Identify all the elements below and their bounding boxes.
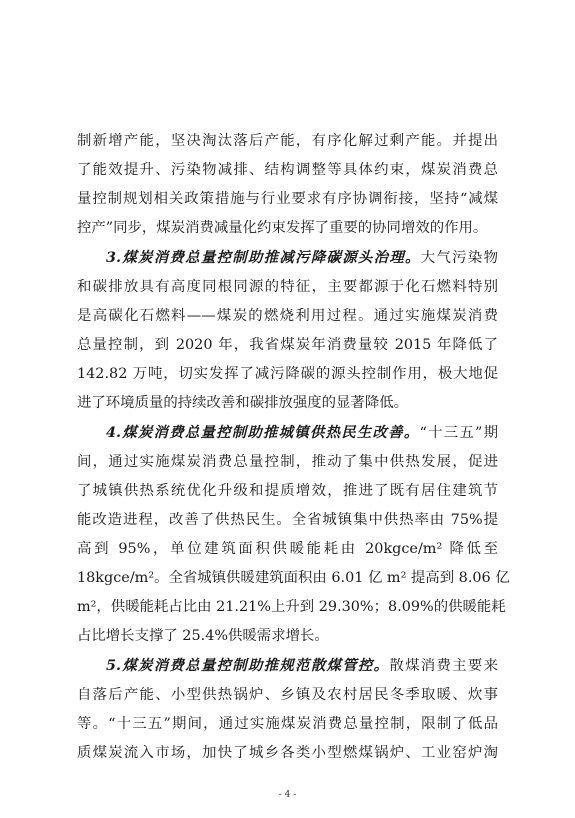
paragraph-1-line-4: 控产”同步，煤炭消费减量化约束发挥了重要的协同增效的作用。: [77, 220, 488, 236]
page-number: - 4 -: [278, 790, 297, 800]
paragraph-4-first-line-text: 散煤消费主要来: [389, 658, 498, 674]
section-4-heading: 4.煤炭消费总量控制助推城镇供热民生改善。: [106, 424, 420, 441]
paragraph-2-line-3: 是高碳化石燃料——煤炭的燃烧利用过程。通过实施煤炭消费: [77, 308, 498, 324]
paragraph-2-first-line: [77, 248, 498, 268]
paragraph-3-first-line-text: “十三五”期: [419, 425, 498, 441]
paragraph-4-line-2: 自落后产能、小型供热锅炉、乡镇及农村居民冬季取暖、炊事: [77, 687, 498, 703]
section-3-heading: 3.煤炭消费总量控制助推减污降碳源头治理。: [106, 249, 421, 266]
section-5-heading: 5.煤炭消费总量控制助推规范散煤管控。: [106, 657, 390, 674]
paragraph-3-line-5: 高到 95%，单位建筑面积供暖能耗由 20kgce/m² 降低至: [77, 541, 498, 557]
paragraph-3-line-2: 间，通过实施煤炭消费总量控制，推动了集中供热发展，促进: [77, 454, 498, 470]
paragraph-4-line-3: 等。“十三五”期间，通过实施煤炭消费总量控制，限制了低品: [77, 716, 498, 732]
paragraph-2-line-6: 进了环境质量的持续改善和碳排放强度的显著降低。: [77, 395, 408, 411]
paragraph-2-first-line-text: 大气污染物: [420, 250, 498, 266]
paragraph-2-line-2: 和碳排放具有高度同根同源的特征，主要都源于化石燃料特别: [77, 279, 498, 295]
paragraph-1-line-1: 制新增产能，坚决淘汰落后产能，有序化解过剩产能。并提出: [77, 133, 498, 149]
paragraph-3-line-4: 能改造进程，改善了供热民生。全省城镇集中供热率由 75%提: [77, 512, 498, 528]
paragraph-1-line-3: 量控制规划相关政策措施与行业要求有序协调衔接，坚持“减煤: [77, 191, 498, 207]
paragraph-4-first-line: [77, 656, 498, 676]
paragraph-3-line-8: 占比增长支撑了 25.4%供暖需求增长。: [77, 628, 329, 644]
paragraph-3-first-line: [77, 423, 498, 443]
paragraph-4-line-4: 质煤炭流入市场，加快了城乡各类小型燃煤锅炉、工业窑炉淘: [77, 745, 498, 761]
paragraph-1-line-2: 了能效提升、污染物减排、结构调整等具体约束，煤炭消费总: [77, 162, 498, 178]
paragraph-2-line-5: 142.82 万吨，切实发挥了减污降碳的源头控制作用，极大地促: [77, 366, 498, 382]
paragraph-3-line-3: 了城镇供热系统优化升级和提质增效，推进了既有居住建筑节: [77, 483, 498, 499]
paragraph-2-line-4: 总量控制，到 2020 年，我省煤炭年消费量较 2015 年降低了: [77, 337, 498, 353]
paragraph-3-line-6: 18kgce/m²。全省城镇供暖建筑面积由 6.01 亿 m² 提高到 8.06 亿: [77, 570, 510, 586]
paragraph-3-line-7: m²，供暖能耗占比由 21.21%上升到 29.30%；8.09%的供暖能耗: [77, 599, 506, 615]
